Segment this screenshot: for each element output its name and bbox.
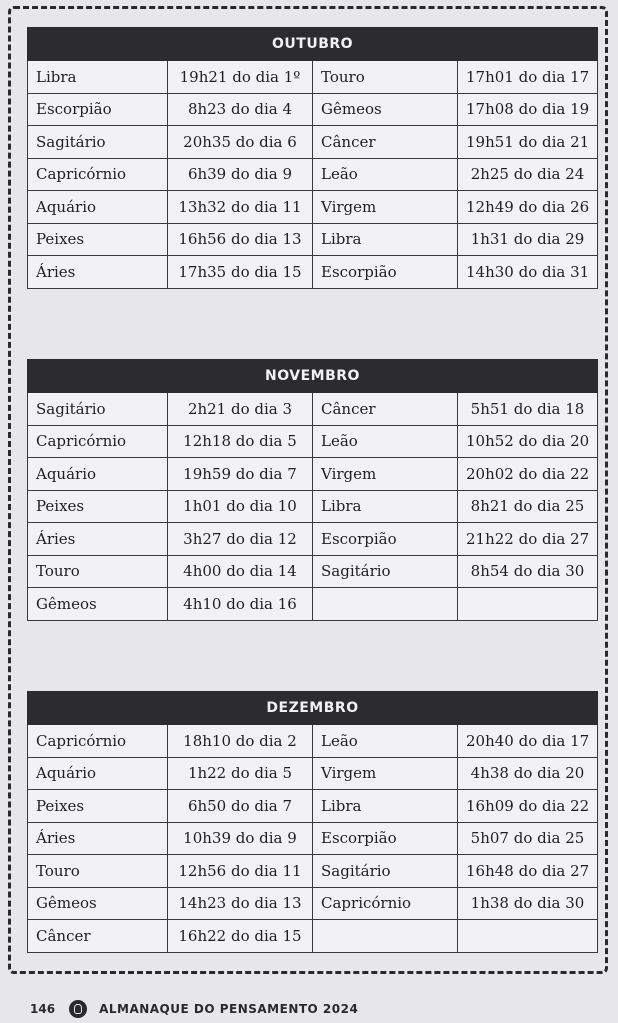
sign-name: Sagitário	[28, 126, 168, 159]
month-table-dezembro	[27, 691, 598, 953]
sign-name: Áries	[28, 256, 168, 289]
entry-time: 6h50 do dia 7	[168, 790, 313, 823]
sign-name: Câncer	[313, 393, 458, 426]
month-title: NOVEMBRO	[28, 360, 598, 393]
month-table-outubro	[27, 27, 598, 289]
entry-time: 14h23 do dia 13	[168, 887, 313, 920]
table-row	[28, 126, 598, 159]
table-row	[28, 757, 598, 790]
entry-time: 16h56 do dia 13	[168, 223, 313, 256]
table-row	[28, 458, 598, 491]
entry-time: 4h10 do dia 16	[168, 588, 313, 621]
entry-time: 16h48 do dia 27	[458, 855, 598, 888]
entry-time	[458, 588, 598, 621]
sign-name: Escorpião	[313, 523, 458, 556]
sign-name: Touro	[313, 61, 458, 94]
entry-time: 6h39 do dia 9	[168, 158, 313, 191]
sign-name: Gêmeos	[313, 93, 458, 126]
month-title: OUTUBRO	[28, 28, 598, 61]
entry-time: 17h35 do dia 15	[168, 256, 313, 289]
page-number: 146	[30, 1002, 56, 1016]
sign-name: Touro	[28, 855, 168, 888]
entry-time: 10h52 do dia 20	[458, 425, 598, 458]
entry-time: 3h27 do dia 12	[168, 523, 313, 556]
month-title: DEZEMBRO	[28, 692, 598, 725]
table-row	[28, 393, 598, 426]
sign-name: Sagitário	[28, 393, 168, 426]
sign-name: Aquário	[28, 191, 168, 224]
entry-time: 20h40 do dia 17	[458, 725, 598, 758]
sign-name: Câncer	[28, 920, 168, 953]
sign-name: Libra	[313, 790, 458, 823]
sign-name: Gêmeos	[28, 887, 168, 920]
sign-name: Libra	[28, 61, 168, 94]
entry-time: 20h02 do dia 22	[458, 458, 598, 491]
table-row	[28, 822, 598, 855]
entry-time: 8h54 do dia 30	[458, 555, 598, 588]
table-row	[28, 920, 598, 953]
entry-time	[458, 920, 598, 953]
sign-name: Áries	[28, 523, 168, 556]
entry-time: 1h01 do dia 10	[168, 490, 313, 523]
table-row	[28, 93, 598, 126]
entry-time: 1h22 do dia 5	[168, 757, 313, 790]
sign-name: Capricórnio	[28, 425, 168, 458]
sign-name	[313, 588, 458, 621]
page-footer	[30, 998, 358, 1020]
entry-time: 8h23 do dia 4	[168, 93, 313, 126]
table-row	[28, 223, 598, 256]
sign-name: Touro	[28, 555, 168, 588]
sign-name: Aquário	[28, 458, 168, 491]
entry-time: 4h00 do dia 14	[168, 555, 313, 588]
entry-time: 17h08 do dia 19	[458, 93, 598, 126]
sign-name: Leão	[313, 158, 458, 191]
table-row	[28, 523, 598, 556]
table-row	[28, 725, 598, 758]
entry-time: 19h51 do dia 21	[458, 126, 598, 159]
sign-name: Escorpião	[313, 256, 458, 289]
table-row	[28, 425, 598, 458]
sign-name: Câncer	[313, 126, 458, 159]
publisher-logo-icon	[69, 1000, 87, 1018]
entry-time: 4h38 do dia 20	[458, 757, 598, 790]
sign-name: Capricórnio	[313, 887, 458, 920]
entry-time: 12h49 do dia 26	[458, 191, 598, 224]
table-row	[28, 855, 598, 888]
month-table-novembro	[27, 359, 598, 621]
entry-time: 10h39 do dia 9	[168, 822, 313, 855]
sign-name: Escorpião	[28, 93, 168, 126]
sign-name: Sagitário	[313, 555, 458, 588]
entry-time: 2h25 do dia 24	[458, 158, 598, 191]
entry-time: 16h09 do dia 22	[458, 790, 598, 823]
entry-time: 8h21 do dia 25	[458, 490, 598, 523]
entry-time: 20h35 do dia 6	[168, 126, 313, 159]
entry-time: 5h07 do dia 25	[458, 822, 598, 855]
entry-time: 19h21 do dia 1º	[168, 61, 313, 94]
table-row	[28, 588, 598, 621]
sign-name: Gêmeos	[28, 588, 168, 621]
sign-name: Peixes	[28, 490, 168, 523]
publication-title: ALMANAQUE DO PENSAMENTO 2024	[99, 1002, 359, 1016]
entry-time: 17h01 do dia 17	[458, 61, 598, 94]
sign-name: Peixes	[28, 223, 168, 256]
entry-time: 19h59 do dia 7	[168, 458, 313, 491]
sign-name: Virgem	[313, 757, 458, 790]
table-row	[28, 256, 598, 289]
entry-time: 16h22 do dia 15	[168, 920, 313, 953]
table-row	[28, 490, 598, 523]
sign-name: Peixes	[28, 790, 168, 823]
table-row	[28, 790, 598, 823]
sign-name: Capricórnio	[28, 725, 168, 758]
sign-name: Virgem	[313, 458, 458, 491]
sign-name: Escorpião	[313, 822, 458, 855]
table-row	[28, 61, 598, 94]
table-row	[28, 887, 598, 920]
entry-time: 12h18 do dia 5	[168, 425, 313, 458]
sign-name: Áries	[28, 822, 168, 855]
sign-name: Capricórnio	[28, 158, 168, 191]
sign-name	[313, 920, 458, 953]
sign-name: Leão	[313, 725, 458, 758]
table-row	[28, 555, 598, 588]
sign-name: Leão	[313, 425, 458, 458]
entry-time: 21h22 do dia 27	[458, 523, 598, 556]
entry-time: 18h10 do dia 2	[168, 725, 313, 758]
entry-time: 5h51 do dia 18	[458, 393, 598, 426]
sign-name: Libra	[313, 223, 458, 256]
entry-time: 1h38 do dia 30	[458, 887, 598, 920]
sign-name: Libra	[313, 490, 458, 523]
table-row	[28, 158, 598, 191]
sign-name: Virgem	[313, 191, 458, 224]
entry-time: 13h32 do dia 11	[168, 191, 313, 224]
entry-time: 14h30 do dia 31	[458, 256, 598, 289]
table-row	[28, 191, 598, 224]
entry-time: 1h31 do dia 29	[458, 223, 598, 256]
entry-time: 2h21 do dia 3	[168, 393, 313, 426]
sign-name: Sagitário	[313, 855, 458, 888]
entry-time: 12h56 do dia 11	[168, 855, 313, 888]
sign-name: Aquário	[28, 757, 168, 790]
